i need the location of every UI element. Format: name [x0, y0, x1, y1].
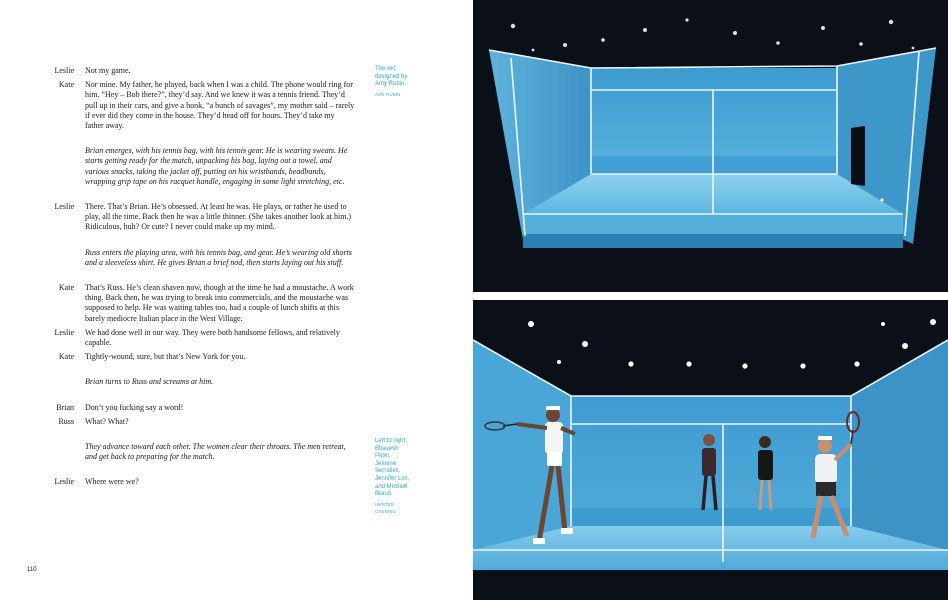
dialogue-text: We had done well in our way. They were both handsome fellows, and relatively capable.: [85, 327, 340, 348]
set-photo-image: [473, 0, 948, 292]
speaker-name: Russ: [58, 416, 74, 426]
dialogue-text: There. That’s Brian. He’s obsessed. At least he was. He plays, or rather he used to play, all the time. Back then he was a little thinner. (She takes another look at him.) Ridiculous, huh? Or cute? I never could make up my mind.: [85, 202, 352, 232]
speaker-name: Leslie: [54, 327, 74, 337]
dialogue-text: Tightly-wound, sure, but that’s New York for you.: [85, 352, 246, 362]
stage-direction-text: Brian emerges, with his tennis bag, with his tennis gear. He is wearing sweats. He starts getting ready for the match, unpacking his bag, laying out a towel, and various snacks, taking the jacket off, putting on his wristbands, headbands, wrapping grip tape on his racquet handle, engaging in some light stretching, etc.: [85, 146, 348, 186]
dialogue-line: [38, 417, 358, 427]
script-text: [38, 66, 358, 488]
speaker-name: Kate: [58, 352, 74, 362]
caption-text: Left to right: Bhavesh Patel, Jeanine Serralles, Jennifer Lim, and Michael Braun.: [375, 438, 410, 498]
speaker-name: Brian: [56, 402, 74, 412]
stage-direction-text: They advance toward each other. The women clear their throats. The men retreat, and get back to preparing for the match.: [85, 442, 346, 462]
speaker-name: Kate: [58, 283, 74, 293]
caption-text: The set, designed by Amy Rubin.: [375, 66, 408, 88]
dialogue-line: [38, 477, 358, 487]
stage-direction-text: Brian turns to Russ and screams at him.: [85, 377, 214, 387]
dialogue-line: [38, 403, 358, 413]
cast-photo: [473, 300, 948, 600]
dialogue-line: [38, 283, 358, 324]
dialogue-text: Where were we?: [85, 477, 139, 487]
dialogue-line: [38, 80, 358, 131]
cast-photo-image: [473, 300, 948, 600]
cast-photo-caption: [375, 438, 413, 516]
stage-direction: [38, 377, 358, 387]
speaker-name: Kate: [58, 80, 74, 90]
dialogue-line: [38, 328, 358, 348]
dialogue-text: Not my game.: [85, 66, 131, 75]
photo-credit: HUNTER CANNING: [375, 501, 397, 515]
dialogue-text: That’s Russ. He’s clean shaven now, though at the time he had a moustache. A work thing. Back then, he was trying to break into commercials, and the moustache was supposed to help. He was waiting tables too, had a couple of lunch shifts at this barely mediocre Italian place in the West Village.: [85, 283, 354, 323]
stage-direction-text: Russ enters the playing area, with his tennis bag, and gear. He’s wearing old shorts and a sleeveless shirt. He gives Brian a brief nod, then starts laying out his stuff.: [85, 247, 352, 267]
speaker-name: Leslie: [54, 477, 74, 487]
page-number: 110: [27, 567, 37, 573]
stage-direction: [38, 442, 358, 462]
stage-direction: [38, 248, 358, 268]
dialogue-line: [38, 202, 358, 233]
set-photo-caption: [375, 66, 413, 98]
dialogue-line: [38, 352, 358, 362]
dialogue-text: Don’t you fucking say a word!: [85, 402, 184, 412]
set-photo: [473, 0, 948, 292]
dialogue-line: [38, 66, 358, 76]
dialogue-text: What? What?: [85, 416, 129, 426]
speaker-name: Leslie: [54, 66, 74, 75]
photo-credit: AMY RUBIN: [375, 91, 401, 97]
left-page: [0, 0, 473, 600]
stage-direction: [38, 146, 358, 187]
dialogue-text: Nor mine. My father, he played, back when I was a child. The phone would ring for him. “Hey – Bob there?”, they’d say. And we knew it was a tennis friend. They’d pull up in their cars, and give a honk, “a bunch of savages”, my mother said – rarely if ever did they come in the house. They’d head off for hours. They’d take my father away.: [85, 80, 355, 131]
right-page: [473, 0, 948, 600]
speaker-name: Leslie: [54, 202, 74, 212]
